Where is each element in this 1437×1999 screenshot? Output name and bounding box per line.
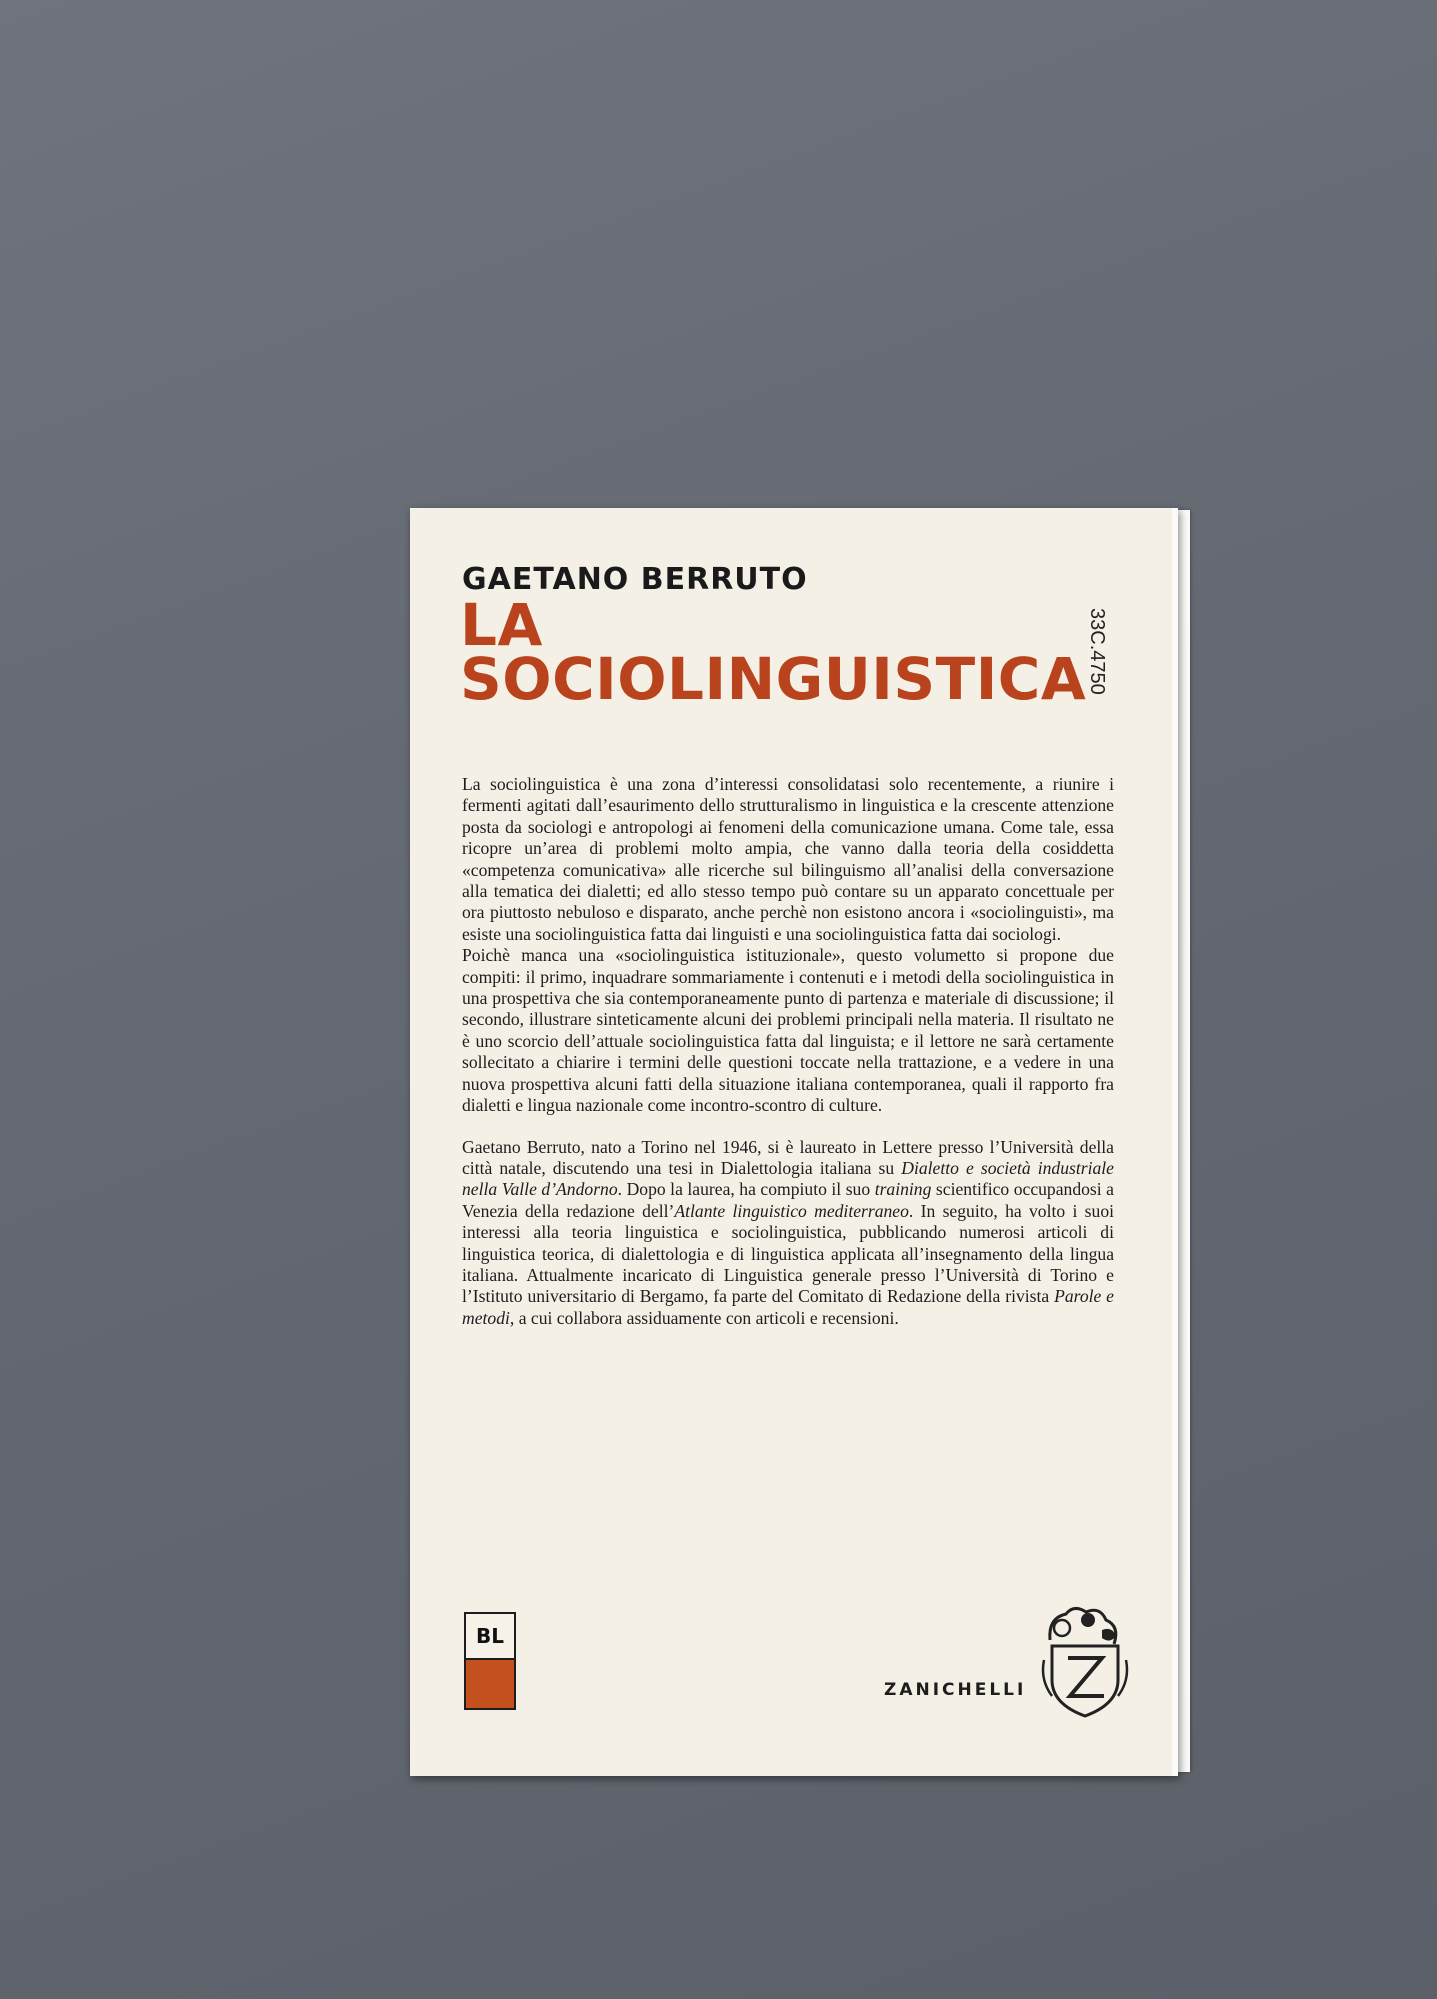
bio-text-4: . In seguito, ha volto i suoi interessi alla teoria linguistica e sociolinguistica, pubblicando numerosi articoli di linguistica teorica, di dialettologia e di linguistica applicata all’insegnamento della lingua italiana. Attualmente incaricato di Linguistica generale presso l’Università di Torino e l’Istituto universitario di Bergamo, fa parte del Comitato di Redazione della rivista (462, 1200, 1114, 1307)
book-page-edge (1178, 510, 1190, 1772)
bio-text-2: . Dopo la laurea, ha compiuto il suo (617, 1179, 875, 1200)
publisher-emblem-icon (1040, 1600, 1130, 1720)
bio-italic-journal: Parole e metodi (462, 1286, 1114, 1328)
author-bio (462, 1137, 1114, 1330)
blurb-paragraph-1: La sociolinguistica è una zona d’interessi consolidatasi solo recentemente, a riunire i fermenti agitati dall’esaurimento dello strutturalismo in linguistica e la crescente attenzione posta da sociologi e antropologi ai fenomeni della comunicazione umana. Come tale, essa ricopre un’area di problemi molto ampia, che vanno dalla teoria della cosiddetta «competenza comunicativa» alle ricerche sul bilinguismo all’analisi della conversazione alla tematica dei dialetti; ed allo stesso tempo può contare su un apparato concettuale per ora piuttosto nebuloso e disparato, anche perchè non esistono ancora i «sociolinguisti», ma esiste una sociolinguistica fatta dai linguisti e una sociolinguistica fatta dai sociologi. (462, 774, 1114, 944)
title-line-2: SOCIOLINGUISTICA (460, 645, 1087, 713)
catalog-code: 33C.4750 (1086, 608, 1108, 695)
blurb-paragraph-2: Poichè manca una «sociolinguistica istituzionale», questo volumetto si propone due compiti: il primo, inquadrare sommariamente i contenuti e i metodi della sociolinguistica in una prospettiva che sia contemporaneamente punto di partenza e materiale di discussione; il secondo, illustrare sinteticamente alcuni dei problemi principali nella materia. Il risultato ne è uno scorcio dell’attuale sociolinguistica fatta dal linguista; e il lettore ne sarà certamente sollecitato a chiarire i termini delle questioni toccate nella trattazione, e a vedere in una nuova prospettiva alcuni fatti della situazione italiana contemporanea, quali il rapporto fra dialetti e lingua nazionale come incontro-scontro di culture. (462, 945, 1114, 1116)
series-logo (464, 1612, 516, 1710)
book-title (460, 591, 1087, 713)
bio-text-1: Gaetano Berruto, nato a Torino nel 1946, si è laureato in Lettere presso l’Università della città natale, discutendo una tesi in Dialettologia italiana su (462, 1136, 1114, 1178)
bio-text-5: , a cui collabora assiduamente con articoli e recensioni. (509, 1307, 899, 1328)
bio-italic-training: training (874, 1179, 932, 1200)
author-name: GAETANO BERRUTO (462, 562, 808, 597)
series-logo-block (466, 1660, 514, 1708)
bio-italic-thesis: Dialetto e società industriale nella Valle d’Andorno (462, 1157, 1114, 1200)
blurb-text (462, 774, 1114, 1329)
bio-text-3: scientifico occupandosi a Venezia della redazione dell’ (462, 1179, 1114, 1221)
bio-italic-atlas: Atlante linguistico mediterraneo (674, 1200, 909, 1221)
book-back-cover (410, 508, 1178, 1776)
publisher-name: ZANICHELLI (884, 1680, 1027, 1700)
title-line-1: LA (460, 591, 543, 659)
series-logo-label: BL (466, 1614, 514, 1660)
